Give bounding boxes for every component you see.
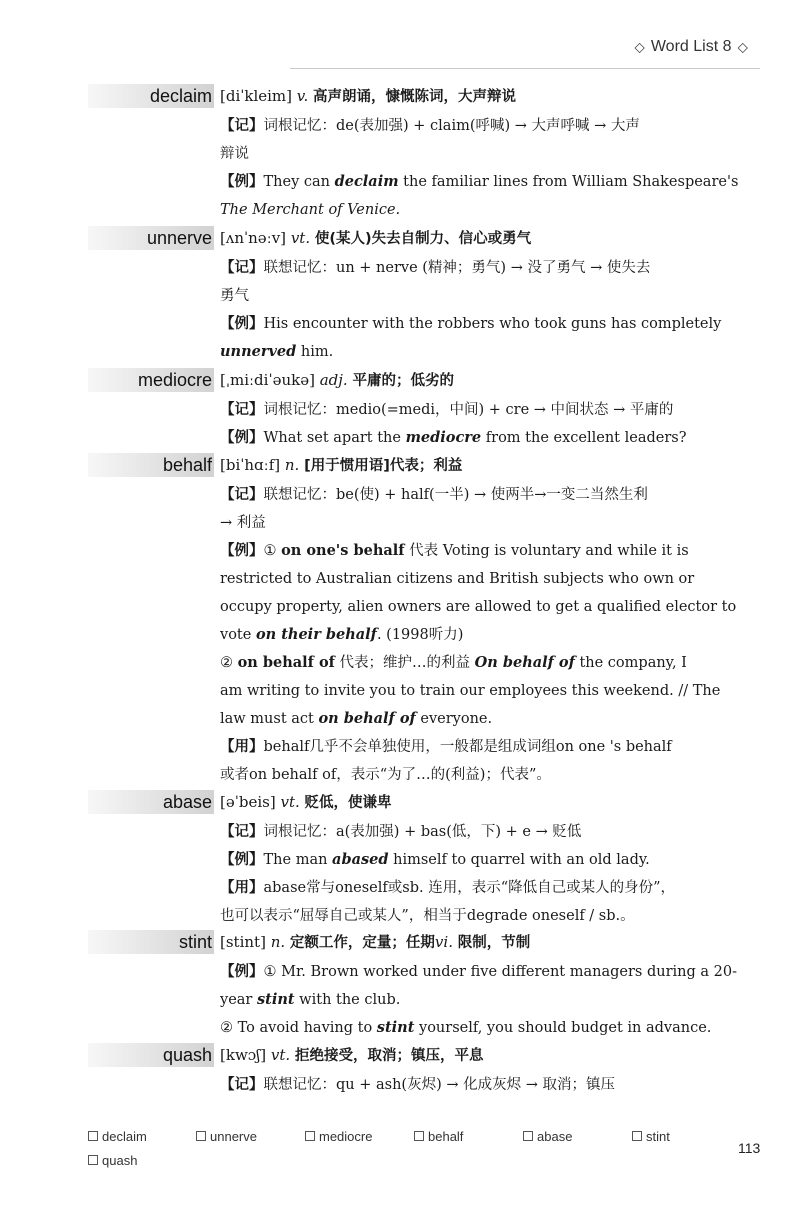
checkbox-icon[interactable]: [88, 1155, 98, 1165]
part-of-speech: adj.: [319, 371, 348, 389]
definition: 使(某人)失去自制力、信心或勇气: [314, 231, 532, 247]
checkbox-icon[interactable]: [414, 1131, 424, 1141]
part-of-speech: v.: [296, 87, 309, 105]
part-of-speech: vt.: [280, 793, 300, 811]
example-line: ② on behalf of 代表；维护…的利益 On behalf of the company, I: [220, 654, 687, 671]
phonetic: [ˌmiːdiˈəukə]: [220, 371, 315, 389]
word-list-title: Word List 8: [650, 38, 732, 55]
example-line: law must act on behalf of everyone.: [220, 710, 493, 727]
running-header: [634, 38, 748, 56]
diamond-arrows-icon: ⬦: [737, 38, 748, 56]
definition: [用于惯用语]代表；利益: [304, 458, 463, 474]
checklist-item[interactable]: abase: [523, 1129, 572, 1144]
checklist-item[interactable]: behalf: [414, 1129, 463, 1144]
page-number: 113: [738, 1140, 761, 1156]
usage-line: 也可以表示“屈辱自己或某人”，相当于degrade oneself / sb.。: [220, 908, 635, 924]
memory-line: → 利益: [220, 515, 266, 531]
phonetic-line: [220, 930, 750, 955]
phonetic-line: [220, 1043, 750, 1068]
checklist-item[interactable]: unnerve: [196, 1129, 257, 1144]
headword: unnerve: [146, 228, 212, 248]
usage-line: 【用】behalf几乎不会单独使用，一般都是组成词组on one 's behalf: [220, 739, 672, 755]
example-line: 【例】They can declaim the familiar lines from William Shakespeare's: [220, 173, 739, 190]
phonetic-line: [220, 790, 750, 815]
checklist-item[interactable]: mediocre: [305, 1129, 372, 1144]
example-line: 【例】① on one's behalf 代表 Voting is voluntary and while it is: [220, 542, 689, 559]
headword: mediocre: [137, 370, 212, 390]
phonetic: [biˈhɑːf]: [220, 456, 281, 474]
part-of-speech: vt.: [290, 229, 311, 247]
phonetic-line: [220, 453, 750, 478]
phonetic-line: [220, 368, 750, 393]
checkbox-icon[interactable]: [632, 1131, 642, 1141]
memory-line: 【记】词根记忆：medio(=medi，中间) + cre → 中间状态 → 平庸的: [220, 402, 674, 418]
example-line: year stint with the club.: [220, 991, 401, 1008]
checklist-item[interactable]: stint: [632, 1129, 670, 1144]
checkbox-icon[interactable]: [523, 1131, 533, 1141]
phonetic: [kwɔʃ]: [220, 1046, 267, 1064]
memory-line: 勇气: [220, 288, 249, 304]
memory-line: 【记】联想记忆：un + nerve (精神；勇气) → 没了勇气 → 使失去: [220, 260, 651, 276]
checklist-item[interactable]: declaim: [88, 1129, 147, 1144]
example-line: 【例】His encounter with the robbers who took guns has completely: [220, 316, 722, 332]
example-line: unnerved him.: [220, 343, 334, 360]
headword: abase: [162, 792, 212, 812]
memory-line: 【记】词根记忆：de(表加强) + claim(呼喊) → 大声呼喊 → 大声: [220, 118, 640, 134]
phonetic: [stint]: [220, 933, 266, 951]
usage-line: 【用】abase常与oneself或sb. 连用，表示“降低自己或某人的身份”，: [220, 880, 676, 896]
example-line: occupy property, alien owners are allowed to get a qualified elector to: [220, 599, 737, 615]
header-divider: [290, 68, 760, 69]
phonetic: [ʌnˈnəːv]: [220, 229, 287, 247]
example-line: restricted to Australian citizens and British subjects who own or: [220, 571, 695, 587]
example-line: 【例】What set apart the mediocre from the excellent leaders?: [220, 429, 687, 446]
memory-line: 辩说: [220, 146, 249, 162]
phonetic: [diˈkleim]: [220, 87, 293, 105]
part-of-speech: vt.: [270, 1046, 291, 1064]
phonetic-line: [220, 84, 750, 109]
definition: 限制，节制: [457, 935, 531, 951]
example-line: am writing to invite you to train our employees this weekend. // The: [220, 683, 721, 699]
memory-line: 【记】词根记忆：a(表加强) + bas(低，下) + e → 贬低: [220, 824, 582, 840]
checklist-item[interactable]: quash: [88, 1153, 137, 1168]
headword: declaim: [149, 86, 212, 106]
part-of-speech: n.: [284, 456, 300, 474]
usage-line: 或者on behalf of，表示“为了…的(利益)；代表”。: [220, 767, 551, 783]
example-line: The Merchant of Venice.: [220, 202, 401, 218]
checkbox-icon[interactable]: [196, 1131, 206, 1141]
diamond-arrows-icon: ⬦: [634, 38, 645, 56]
memory-line: 【记】联想记忆：qu + ash(灰烬) → 化成灰烬 → 取消；镇压: [220, 1077, 615, 1093]
example-line: 【例】The man abased himself to quarrel with an old lady.: [220, 851, 650, 868]
part-of-speech: vi.: [434, 933, 453, 951]
phonetic-line: [220, 226, 750, 251]
definition: 平庸的；低劣的: [352, 373, 454, 389]
example-line: vote on their behalf. (1998听力): [220, 626, 464, 643]
headword: behalf: [162, 455, 212, 475]
example-line: ② To avoid having to stint yourself, you should budget in advance.: [220, 1019, 712, 1036]
checkbox-icon[interactable]: [88, 1131, 98, 1141]
part-of-speech: n.: [270, 933, 286, 951]
definition: 贬低，使谦卑: [304, 795, 392, 811]
definition: 高声朗诵，慷慨陈词，大声辩说: [313, 89, 517, 105]
memory-line: 【记】联想记忆：be(使) + half(一半) → 使两半→一变二当然生利: [220, 487, 648, 503]
definition: 定额工作，定量；任期: [289, 935, 435, 951]
phonetic: [əˈbeis]: [220, 793, 276, 811]
headword: stint: [178, 932, 212, 952]
checkbox-icon[interactable]: [305, 1131, 315, 1141]
example-line: 【例】① Mr. Brown worked under five different managers during a 20-: [220, 964, 737, 980]
definition: 拒绝接受，取消；镇压，平息: [294, 1048, 484, 1064]
headword: quash: [162, 1045, 212, 1065]
